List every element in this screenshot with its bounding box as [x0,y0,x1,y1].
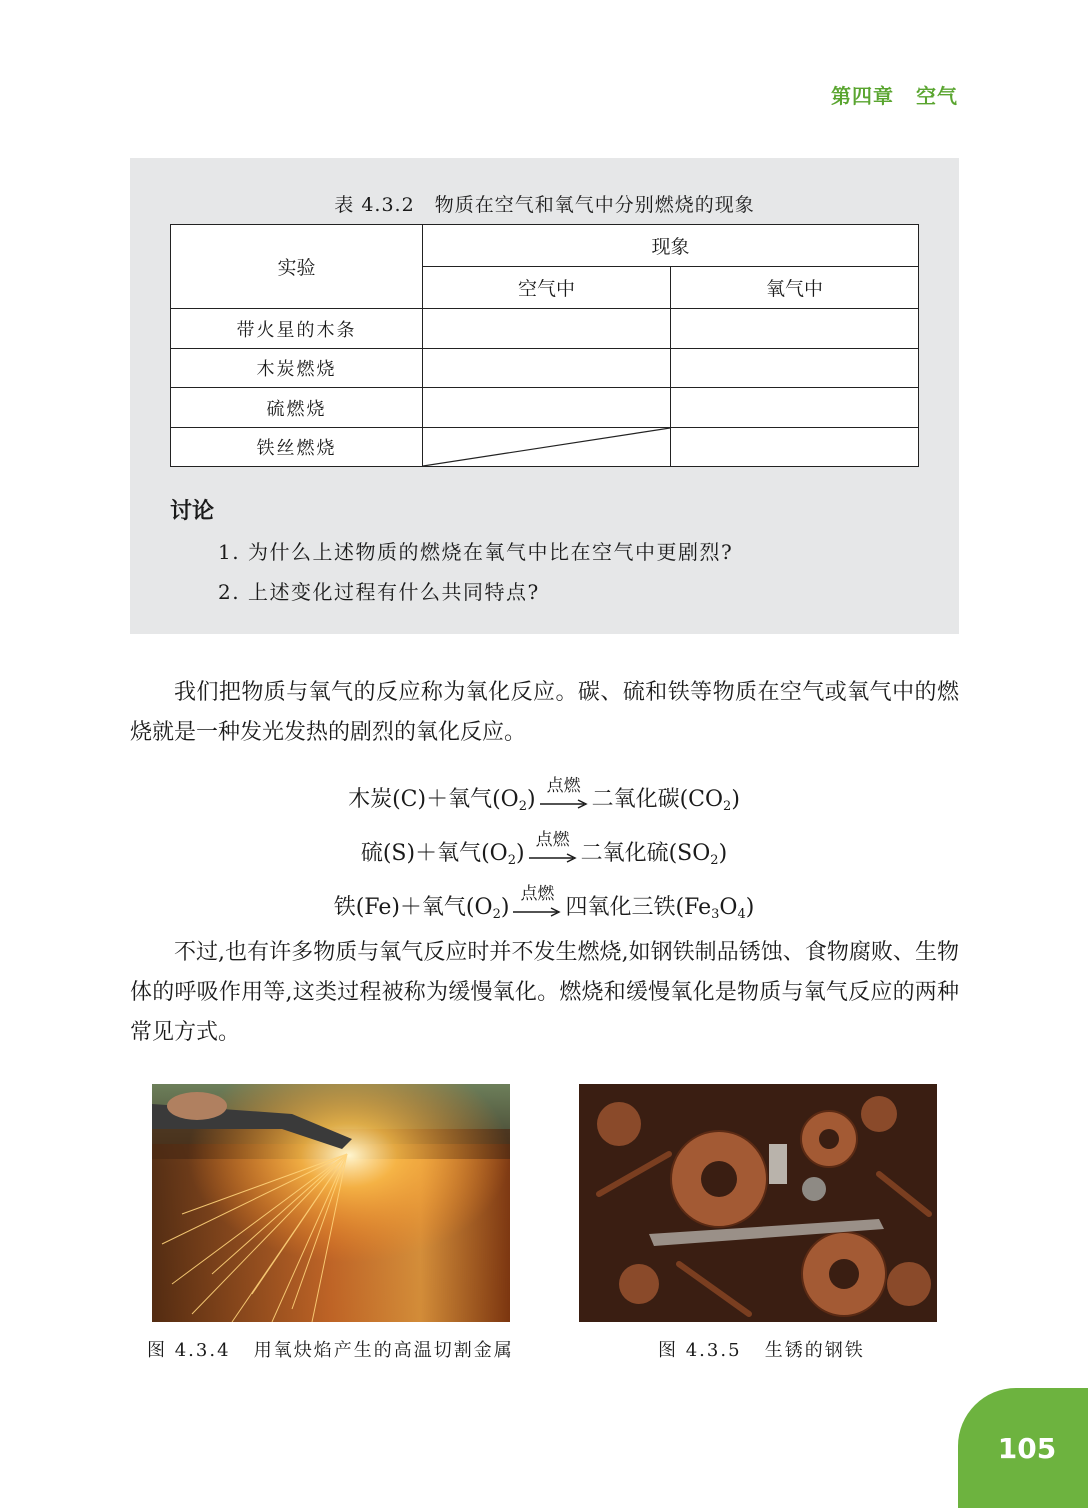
eq-left: 铁(Fe)＋氧气(O [333,895,493,920]
eq-sub: 2 [507,853,516,868]
eq-sub: 4 [737,907,746,922]
diagonal-slash [423,428,670,466]
reaction-condition: 点燃 [520,884,555,904]
observation-table [170,224,919,467]
page-number-tab [958,1388,1088,1508]
reaction-arrow [513,884,561,919]
paragraph-oxidation: 我们把物质与氧气的反应称为氧化反应。碳、硫和铁等物质在空气或氧气中的燃烧就是一种发光发热的剧烈的氧化反应。 [130,680,959,745]
header-experiment: 实验 [171,225,423,309]
cell-air-crossed [423,428,671,467]
cell-oxygen [671,309,919,349]
discussion-question-2: 2. 上述变化过程有什么共同特点? [218,580,540,604]
eq-sub: 2 [723,799,732,814]
figure-caption-text: 生锈的钢铁 [764,1340,865,1361]
eq-right: 二氧化硫(SO [580,841,711,866]
photo-rusted-steel [579,1084,937,1322]
cell-oxygen [671,349,919,388]
header-oxygen: 氧气中 [671,267,919,309]
reaction-condition: 点燃 [535,830,570,850]
discussion-question-1: 1. 为什么上述物质的燃烧在氧气中比在空气中更剧烈? [218,540,734,564]
equation-carbon [0,776,1088,814]
figure-caption-text: 用氧炔焰产生的高温切割金属 [253,1340,514,1361]
row-label: 木炭燃烧 [171,349,423,388]
table-caption [130,190,959,217]
chapter-header [831,80,958,109]
table-title: 物质在空气和氧气中分别燃烧的现象 [434,194,755,216]
cell-oxygen [671,388,919,428]
cell-air [423,349,671,388]
cell-air [423,309,671,349]
eq-sub: 2 [710,853,719,868]
section-label: 空气 [916,84,958,108]
table-row [171,349,919,388]
eq-sub: 3 [711,907,720,922]
figure-number: 图 4.3.4 [147,1340,231,1361]
reaction-arrow [529,830,577,865]
table-row [171,428,919,467]
cell-air [423,388,671,428]
reaction-condition: 点燃 [546,776,581,796]
eq-right: 二氧化碳(CO [591,787,724,812]
page-number: 105 [997,1431,1057,1465]
reaction-arrow [540,776,588,811]
arrow-icon [540,799,588,809]
arrow-icon [529,853,577,863]
eq-sub: 2 [492,907,501,922]
eq-bracket: ) [731,787,740,812]
eq-bracket: ) [500,895,510,920]
figure-number: 图 4.3.5 [658,1340,742,1361]
eq-bracket: ) [515,841,525,866]
equation-sulfur [0,830,1088,868]
eq-left: 硫(S)＋氧气(O [360,841,508,866]
header-phenomenon: 现象 [423,225,919,267]
eq-bracket: ) [526,787,536,812]
table-row [171,309,919,349]
table-number: 表 4.3.2 [334,194,415,216]
eq-right-part: O [719,895,738,920]
figure-caption-4-3-5 [658,1336,865,1362]
eq-right: 四氧化三铁(Fe [565,895,712,920]
eq-sub: 2 [518,799,527,814]
paragraph-slow-oxidation: 不过,也有许多物质与氧气反应时并不发生燃烧,如钢铁制品锈蚀、食物腐败、生物体的呼吸作用等,这类过程被称为缓慢氧化。燃烧和缓慢氧化是物质与氧气反应的两种常见方式。 [130,940,959,1045]
cell-oxygen [671,428,919,467]
row-label: 铁丝燃烧 [171,428,423,467]
eq-left: 木炭(C)＋氧气(O [348,787,519,812]
header-air: 空气中 [423,267,671,309]
equation-iron [0,884,1088,922]
row-label: 带火星的木条 [171,309,423,349]
eq-bracket: ) [718,841,728,866]
table-row [171,388,919,428]
figure-caption-4-3-4 [147,1336,514,1362]
photo-oxyacetylene-cutting [152,1084,510,1322]
discussion-title: 讨论 [170,499,215,524]
row-label: 硫燃烧 [171,388,423,428]
chapter-label: 第四章 [831,84,894,108]
eq-bracket: ) [745,895,755,920]
arrow-icon [513,907,561,917]
